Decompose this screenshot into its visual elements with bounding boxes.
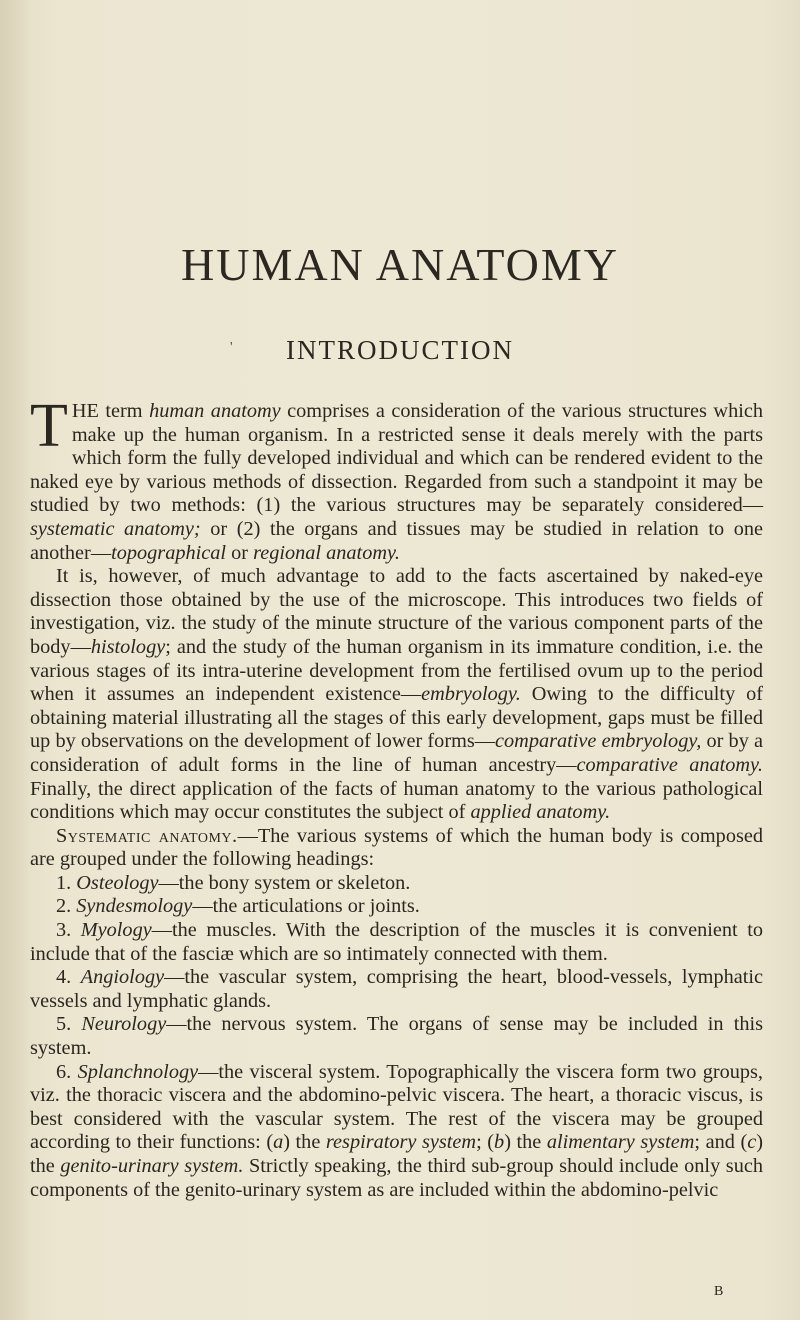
list-item: 4. Angiology—the vascular system, comprising the heart, blood-vessels, lymphatic vessels and lymphatic glands. <box>30 966 764 1012</box>
paragraph-intro: THE term human anatomy comprises a consideration of the various structures which make up the human organism. In a restricted sense it deals merely with the parts which form the fully developed individual and which can be rendered evident to the naked eye by various methods of dissection. Regarded from such a standpoint it may be studied by two methods: (1) the various structures may be separately considered—systematic anatomy; or (2) the organs and tissues may be studied in relation to one another—topographical or regional anatomy. <box>30 392 764 564</box>
list-item: 5. Neurology—the nervous system. The organs of sense may be included in this system. <box>30 1013 763 1060</box>
signature-mark: B <box>714 1284 724 1299</box>
section-title: INTRODUCTION <box>286 335 514 365</box>
stray-mark: ' <box>230 340 233 355</box>
list-item-splanchnology: 6. Splanchnology—the visceral system. Topographically the viscera form two groups, viz. the thoracic viscera and the abdomino-pelvic viscera. The heart, a thoracic viscus, is best considered with the vascular system. The rest of the viscera may be grouped according to their functions: (a) the respiratory system; (b) the alimentary system; and (c) the genito-urinary system. Strictly speaking, the third sub-group should include only such components of the genito-urinary system as are included within the abdomino-pelvic <box>30 1060 763 1201</box>
body-text <box>30 392 764 1202</box>
paragraph-systematic: Systematic anatomy.—The various systems of which the human body is composed are grouped under the following headings: <box>30 824 763 871</box>
drop-cap: T <box>30 392 68 460</box>
book-spine-shadow <box>0 0 30 1320</box>
list-item: 2. Syndesmology—the articulations or joints. <box>56 895 420 918</box>
list-item: 1. Osteology—the bony system or skeleton. <box>56 871 411 894</box>
paragraph-microscope: It is, however, of much advantage to add to the facts ascertained by naked-eye dissection those obtained by the use of the microscope. This introduces two fields of investigation, viz. the study of the minute structure of the various component parts of the body—histology; and the study of the human organism in its immature condition, i.e. the various stages of its intra-uterine development from the fertilised ovum up to the period when it assumes an independent existence—embryology. Owing to the difficulty of obtaining material illustrating all the stages of this early development, gaps must be filled up by observations on the development of lower forms—comparative embryology, or by a consideration of adult forms in the line of human ancestry—comparative anatomy. Finally, the direct application of the facts of human anatomy to the various pathological conditions which may occur constitutes the subject of applied anatomy. <box>30 565 764 824</box>
side-heading: Systematic anatomy. <box>56 824 238 847</box>
book-title: HUMAN ANATOMY <box>181 239 619 290</box>
list-item: 3. Myology—the muscles. With the description of the muscles it is convenient to include that of the fasciæ which are so intimately connected with them. <box>30 919 764 965</box>
